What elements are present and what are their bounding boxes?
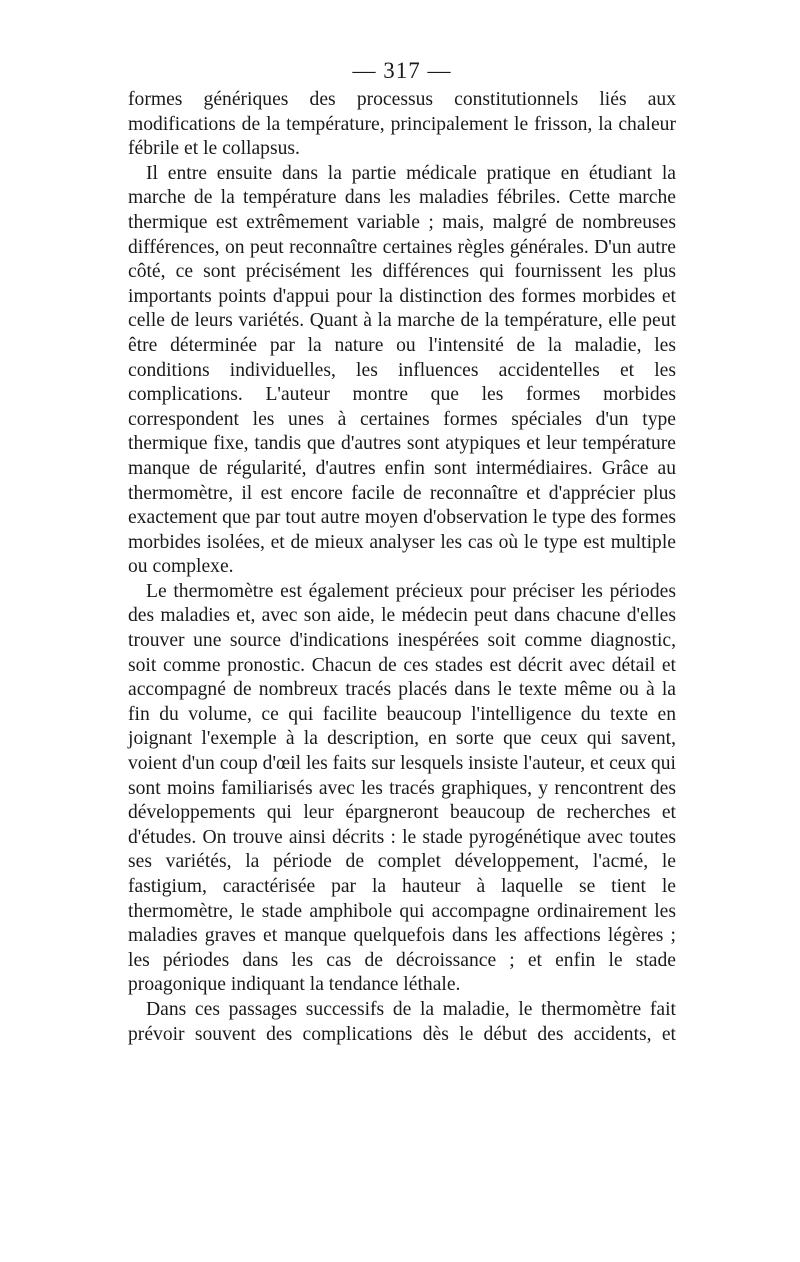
paragraph-3: Le thermomètre est également précieux pour préciser les périodes des maladies et, avec son aide, le médecin peut dans chacune d'elles trouver une source d'indications inespérées soit comme diagnostic, soit comme pronostic. Chacun de ces stades est décrit avec détail et accompagné de nombreux tracés placés dans le texte même ou à la fin du volume, ce qui facilite beaucoup l'intelligence du texte en joignant l'exemple à la description, en sorte que ceux qui savent, voient d'un coup d'œil les faits sur lesquels insiste l'auteur, et ceux qui sont moins familiarisés avec les tracés graphiques, y rencontrent des développements qui leur épargneront beaucoup de recherches et d'études. On trouve ainsi décrits : le stade pyrogénétique avec toutes ses variétés, la période de complet développement, l'acmé, le fastigium, caractérisée par la hauteur à laquelle se tient le thermomètre, le stade amphibole qui accompagne ordinairement les maladies graves et manque quelquefois dans les affections légères ; les périodes dans les cas de décroissance ; et enfin le stade proagonique indiquant la tendance léthale. (128, 580, 676, 996)
paragraph-4: Dans ces passages successifs de la maladie, le thermomètre fait prévoir souvent des complications dès le début des accidents, et (128, 998, 676, 1045)
page-number: — 317 — (352, 58, 452, 83)
paragraph-1: formes génériques des processus constitutionnels liés aux modifications de la température, principalement le frisson, la chaleur fébrile et le collapsus. (128, 89, 676, 160)
paragraph-2: Il entre ensuite dans la partie médicale pratique en étudiant la marche de la température dans les maladies fébriles. Cette marche thermique est extrêmement variable ; mais, malgré de nombreuses différences, on peut reconnaître certaines règles générales. D'un autre côté, ce sont précisément les différences qui fournissent les plus importants points d'appui pour la distinction des formes morbides et celle de leurs variétés. Quant à la marche de la température, elle peut être déterminée par la nature ou l'intensité de la maladie, les conditions individuelles, les influences accidentelles et les complications. L'auteur montre que les formes morbides correspondent les unes à certaines formes spéciales d'un type thermique fixe, tandis que d'autres sont atypiques et leur température manque de régularité, d'autres enfin sont intermédiaires. Grâce au thermomètre, il est encore facile de reconnaître et d'apprécier plus exactement que par tout autre moyen d'observation le type des formes morbides isolées, et de mieux analyser les cas où le type est multiple ou complexe. (128, 162, 676, 578)
book-page (128, 58, 676, 1047)
page-body (128, 88, 676, 1047)
